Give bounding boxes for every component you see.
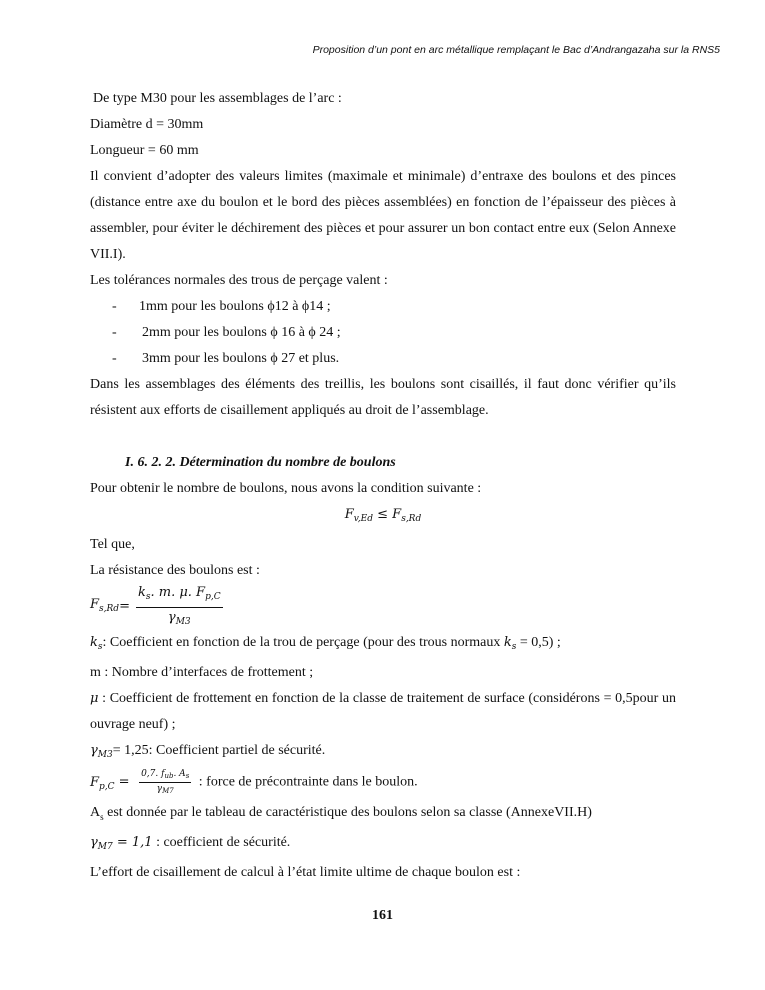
page-number: 161 <box>372 908 393 923</box>
definition-fpc: $F_{p,C}$ = $\frac{0,7. f_{ub}. A_s}{\gamma_{M7}}$ : force de précontrainte dans le boulon. <box>90 769 418 795</box>
page-body <box>90 86 676 886</box>
list-item-text: 3mm pour les boulons ϕ 27 et plus. <box>142 351 340 366</box>
paragraph: Il convient d’adopter des valeurs limites (maximale et minimale) d’entraxe des boulons et des pinces (distance entre axe du boulon et le bord des pièces assemblées) en fonction de l’épaisseur des pièces à assembler, pour éviter le déchirement des pièces et pour assurer un bon contact entre eux (Selon Annexe VII.I). <box>90 169 676 262</box>
paragraph: Dans les assemblages des éléments des treillis, les boulons sont cisaillés, il faut donc vérifier qu’ils résistent aux efforts de cisaillement appliqués au droit de l’assemblage. <box>90 377 676 418</box>
text-line: Longueur = 60 mm <box>90 143 199 158</box>
list-item: - 1mm pour les boulons ϕ12 à ϕ14 ; <box>90 294 676 320</box>
text-line: De type M30 pour les assemblages de l’arc : <box>93 91 342 106</box>
definition-m: m : Nombre d’interfaces de frottement ; <box>90 665 314 680</box>
running-header: Proposition d’un pont en arc métallique remplaçant le Bac d’Andrangazaha sur la RNS5 <box>312 44 720 56</box>
list-item-text: 2mm pour les boulons ϕ 16 à ϕ 24 ; <box>142 325 341 340</box>
text-line: Pour obtenir le nombre de boulons, nous avons la condition suivante : <box>90 481 482 496</box>
condition-formula: $F_{v,Ed} \le F_{s,Rd}$ <box>344 507 422 524</box>
list-item: - 3mm pour les boulons ϕ 27 et plus. <box>90 346 676 372</box>
resistance-formula: $F_{s,Rd}$ = $\frac{k_s. m. \mu. F_{p,C}}{\gamma_{M3}}$ <box>90 584 221 627</box>
list-item-text: 1mm pour les boulons ϕ12 à ϕ14 ; <box>139 299 331 314</box>
definition-as: $A_s$ est donnée par le tableau de caractéristique des boulons selon sa classe (AnnexeVII.H) <box>90 804 592 822</box>
text-line: L’effort de cisaillement de calcul à l’état limite ultime de chaque boulon est : <box>90 864 521 880</box>
text-line: La résistance des boulons est : <box>90 563 260 578</box>
list-item: - 2mm pour les boulons ϕ 16 à ϕ 24 ; <box>90 320 676 346</box>
text-line: Les tolérances normales des trous de perçage valent : <box>90 273 388 288</box>
text-line: Tel que, <box>90 537 135 552</box>
definition-ks: $k_s$: Coefficient en fonction de la trou de perçage (pour des trous normaux $k_s = 0,5$) ; <box>90 635 561 652</box>
definition-mu: μ : Coefficient de frottement en fonction de la classe de traitement de surface (considérons = 0,5pour un ouvrage neuf) ; <box>90 691 677 732</box>
section-heading: I. 6. 2. 2. Détermination du nombre de boulons <box>125 455 396 470</box>
definition-gamma-m7: $\gamma_{M7} = 1,1$ : coefficient de sécurité. <box>90 834 291 852</box>
definition-gamma-m3: $\gamma_{M3}= 1,25$: Coefficient partiel de sécurité. <box>90 743 326 760</box>
text-line: Diamètre d = 30mm <box>90 117 204 132</box>
